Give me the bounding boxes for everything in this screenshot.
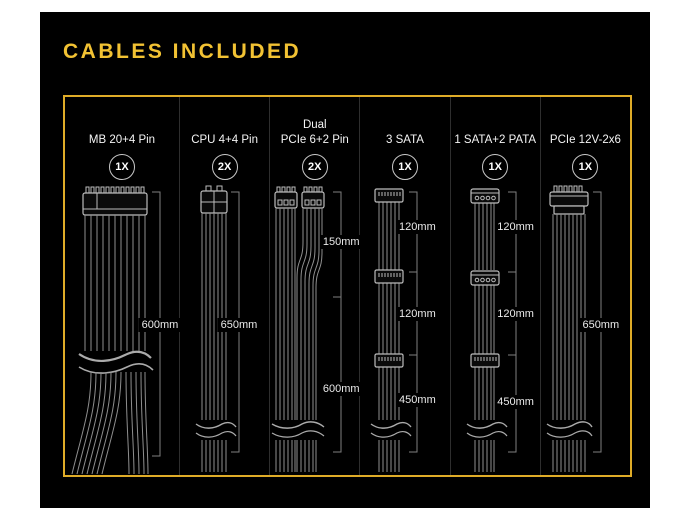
cable-label: [386, 97, 424, 149]
length-label: 120mm: [396, 307, 439, 321]
cable-column-1-sata-2-pata: [450, 97, 540, 475]
length-label: 450mm: [494, 395, 537, 409]
length-label: 120mm: [494, 307, 537, 321]
cable-label-line1: Dual: [302, 118, 327, 131]
cable-illustration-area: [65, 184, 179, 475]
cable-label-line1: 1 SATA+2 PATA: [454, 134, 537, 147]
black-infographic-panel: [40, 12, 650, 508]
cable-illustration-area: [451, 184, 540, 475]
cable-illustration-area: [541, 184, 630, 475]
cable-column-pcie-12v-2x6: [540, 97, 630, 475]
cable-label: [191, 97, 258, 149]
cable-column-cpu-4-4-pin: [179, 97, 269, 475]
count-value: 1X: [578, 161, 593, 173]
section-title: CABLES INCLUDED: [63, 40, 302, 63]
cable-label-line1: 3 SATA: [386, 134, 424, 147]
cable-column-3-sata: [359, 97, 449, 475]
cable-label: [89, 97, 155, 149]
cable-column-mb-20-4-pin: [65, 97, 179, 475]
count-badge: [302, 154, 328, 180]
length-label: 600mm: [139, 318, 182, 332]
count-value: 1X: [488, 161, 502, 173]
count-badge: [392, 154, 418, 180]
cable-label: [281, 97, 349, 149]
count-value: 2X: [308, 161, 322, 173]
count-value: 1X: [398, 161, 412, 173]
cable-label-line1: PCIe 12V-2x6: [549, 134, 621, 147]
cable-illustration-area: [270, 184, 359, 475]
count-badge: [482, 154, 508, 180]
cable-illustration-area: [360, 184, 449, 475]
cable-column-dual-pcie-6-2-pin: [269, 97, 359, 475]
dual-pcie-cable-icon: [270, 184, 361, 476]
count-badge: [572, 154, 598, 180]
length-label: 120mm: [494, 220, 537, 234]
cable-label-line1: MB 20+4 Pin: [88, 134, 156, 147]
length-label: 120mm: [396, 220, 439, 234]
cable-label-line1: CPU 4+4 Pin: [191, 134, 258, 147]
length-label: 150mm: [320, 235, 363, 249]
count-value: 1X: [115, 161, 129, 173]
cables-included-panel: [63, 95, 632, 477]
cable-illustration-area: [180, 184, 269, 475]
count-value: 2X: [217, 161, 232, 173]
count-badge: [109, 154, 135, 180]
cable-label-line2: PCIe 6+2 Pin: [280, 134, 349, 147]
count-badge: [212, 154, 238, 180]
length-label: 650mm: [218, 318, 261, 332]
length-label: 650mm: [579, 318, 622, 332]
length-label: 600mm: [320, 382, 363, 396]
cable-label: [454, 97, 536, 149]
cable-label: [550, 97, 621, 149]
length-label: 450mm: [396, 393, 439, 407]
